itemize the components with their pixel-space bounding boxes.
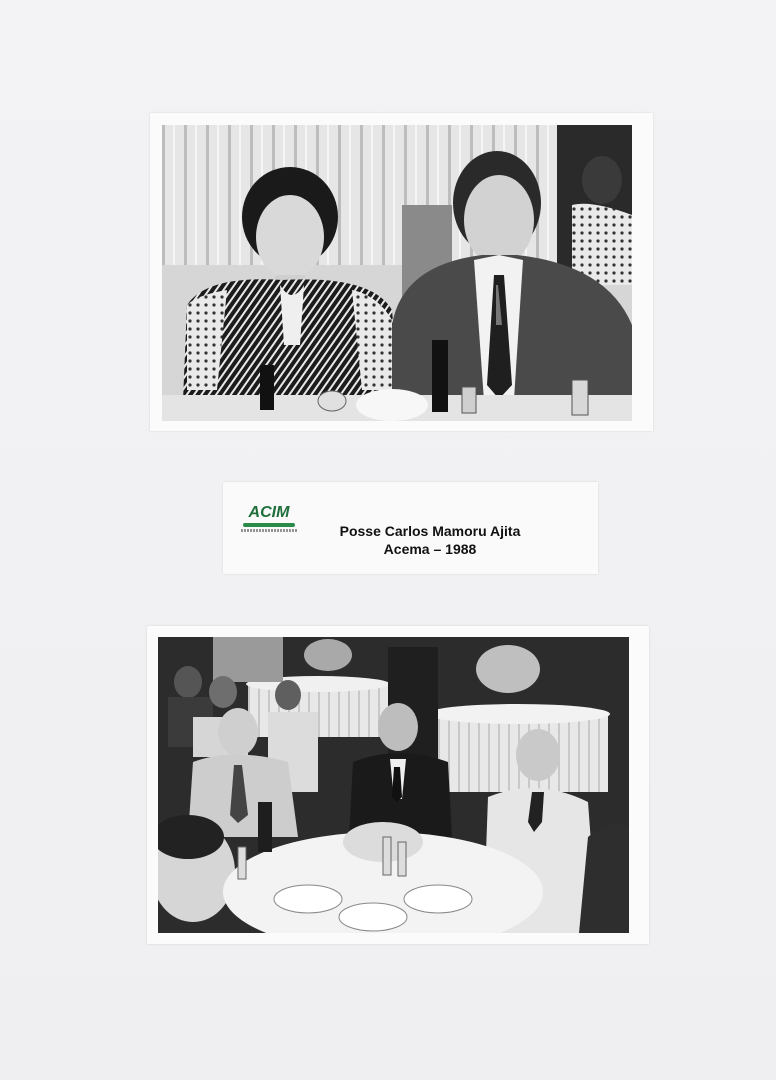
caption-line-1: Posse Carlos Mamoru Ajita bbox=[339, 523, 521, 539]
caption-label-card bbox=[223, 482, 598, 574]
caption bbox=[305, 522, 555, 558]
logo-text: ACIM bbox=[248, 504, 290, 521]
photo-2 bbox=[158, 637, 629, 933]
acim-logo bbox=[241, 504, 297, 538]
caption-line-2: Acema – 1988 bbox=[383, 541, 477, 557]
photo-1 bbox=[162, 125, 632, 421]
logo-swoosh bbox=[243, 523, 295, 527]
logo-subtitle bbox=[241, 529, 297, 532]
